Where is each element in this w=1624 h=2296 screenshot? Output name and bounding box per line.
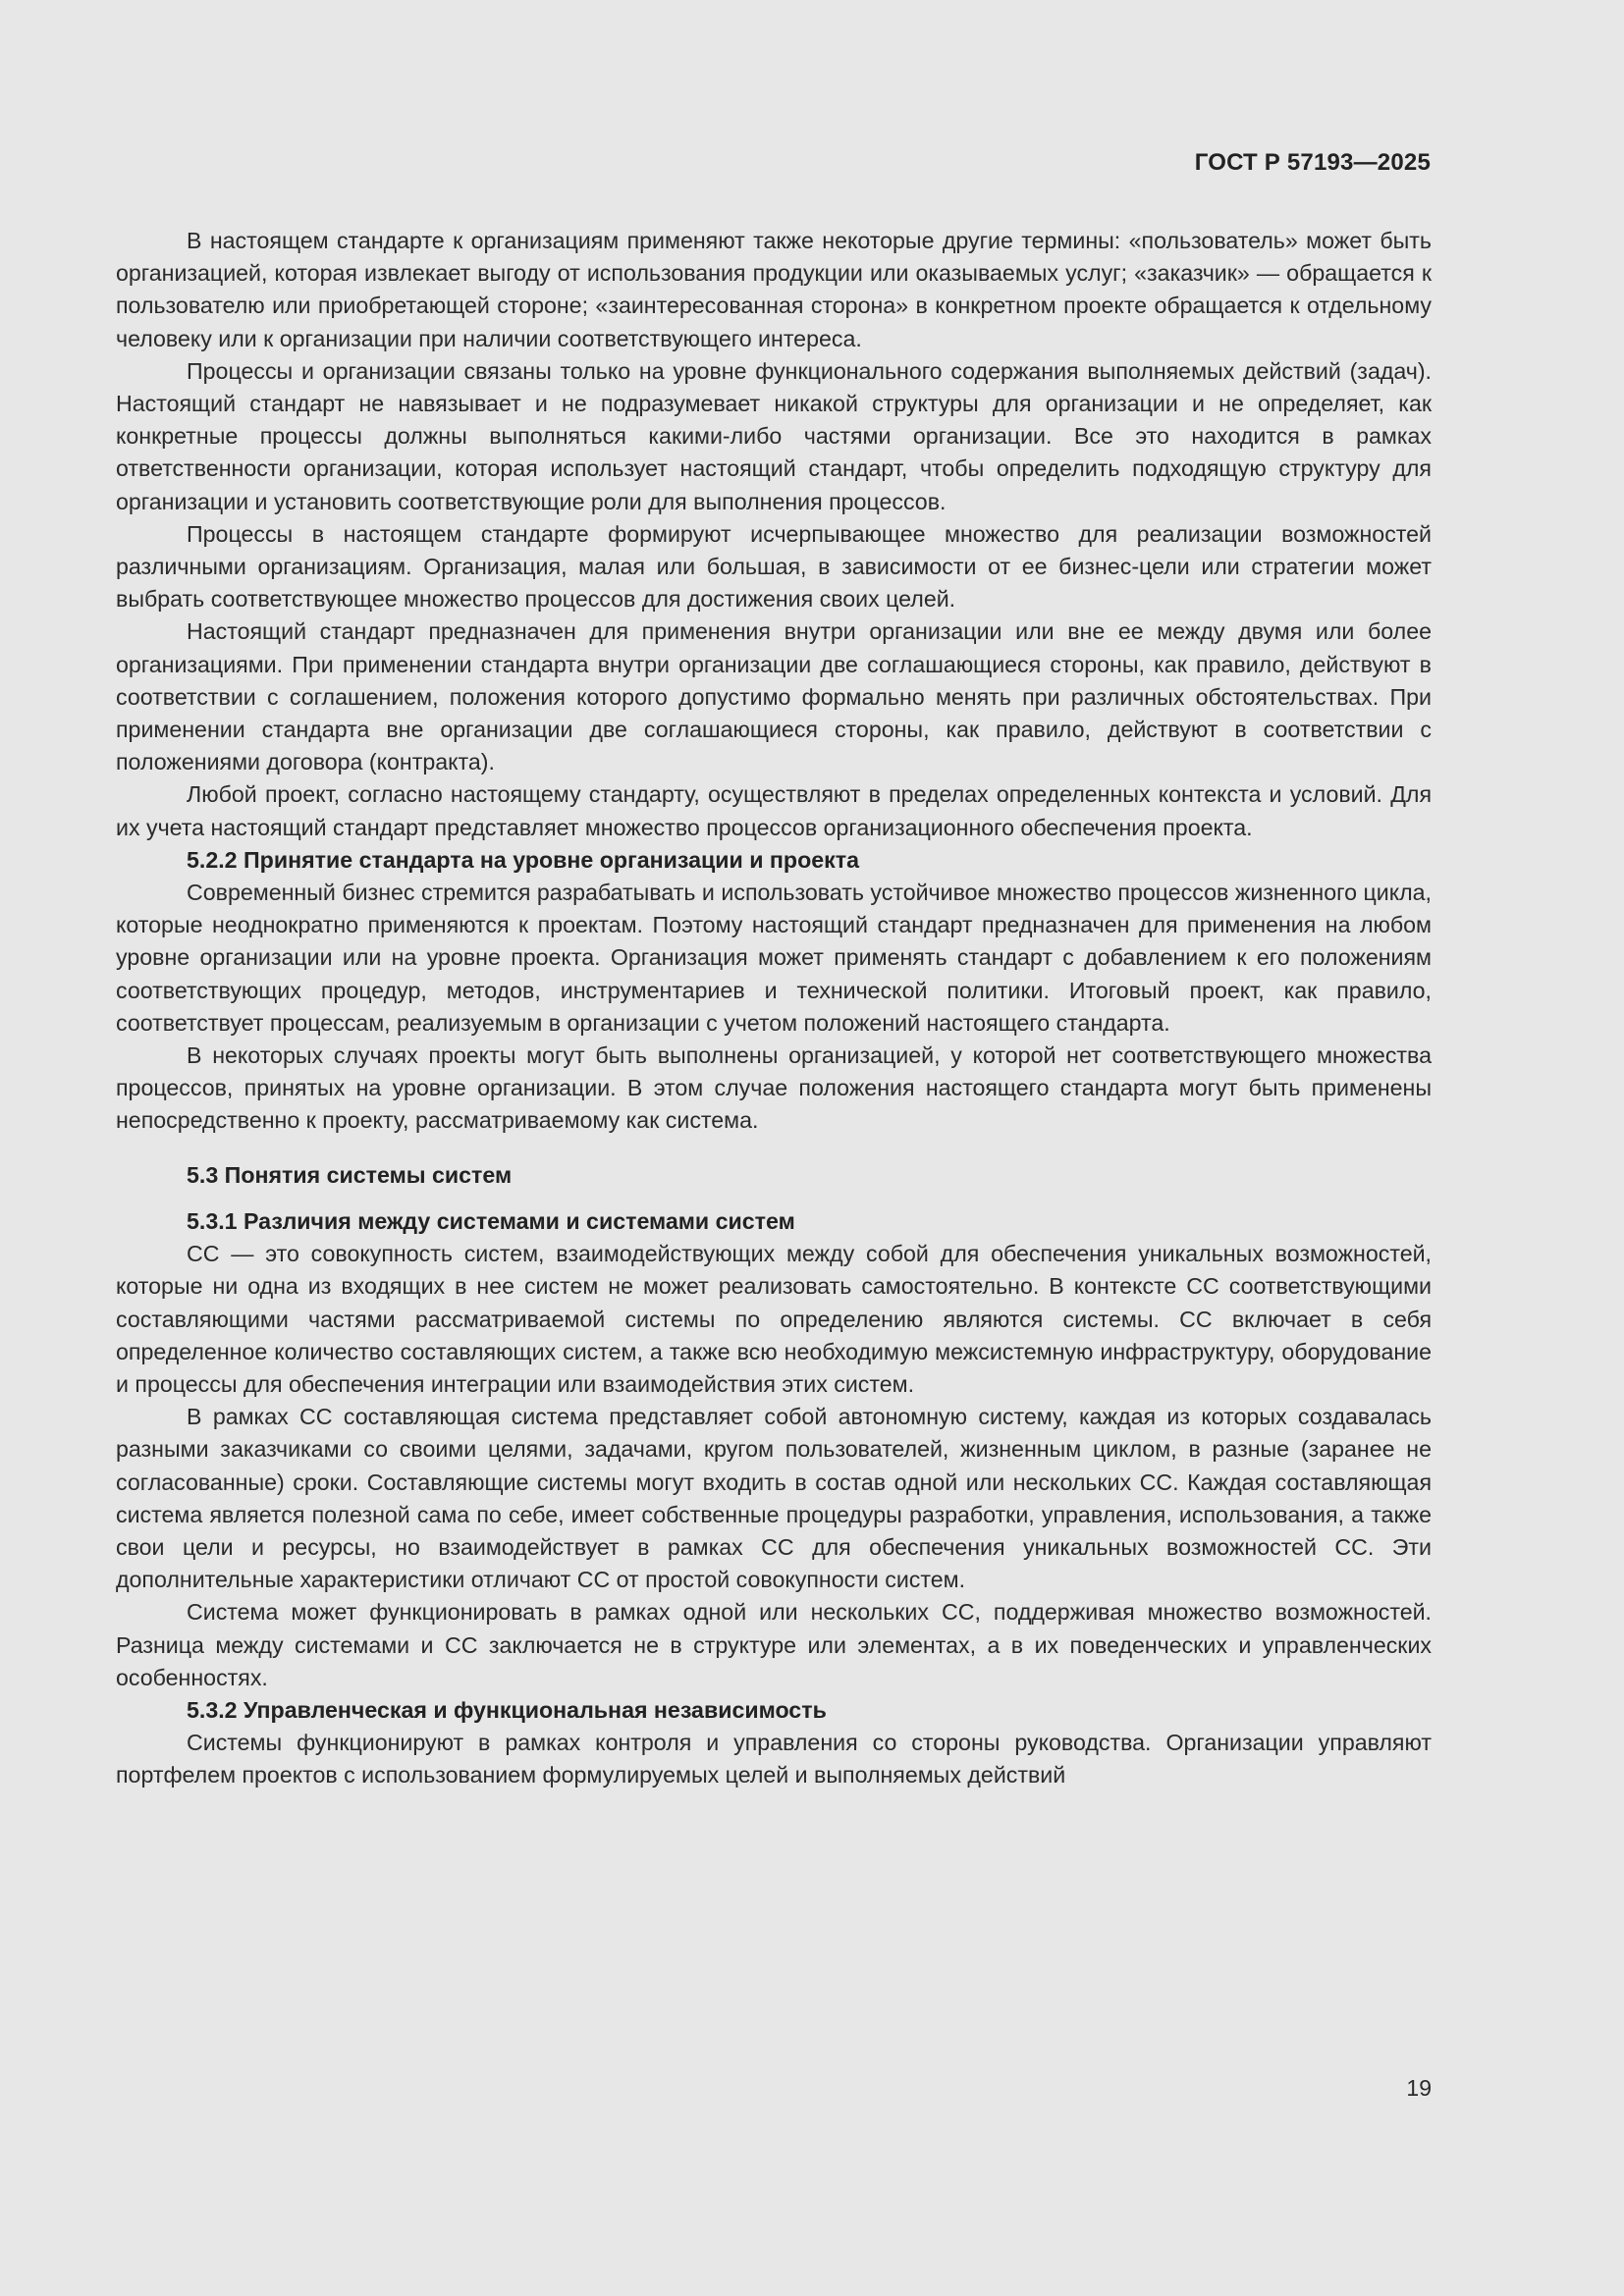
paragraph: Процессы в настоящем стандарте формируют исчерпывающее множество для реализации возможностей различными организациям. Организация, малая или большая, в зависимости от ее бизнес-цели или стратегии может выбрать соответствующее множество процессов для достижения своих целей. bbox=[116, 520, 1432, 613]
paragraph: Процессы и организации связаны только на уровне функционального содержания выполняемых действий (задач). Настоящий стандарт не навязывает и не подразумевает никакой структуры для организации и не определяет, как конкретные процессы должны выполняться какими-либо частями организации. Все это находится в рамках ответственности организации, которая использует настоящий стандарт, чтобы определить подходящую структуру для организации и установить соответствующие роли для выполнения процессов. bbox=[116, 357, 1432, 514]
paragraph: Система может функционировать в рамках одной или нескольких СС, поддерживая множество возможностей. Разница между системами и СС заключается не в структуре или элементах, а в их поведенческих и управленческих особенностях. bbox=[116, 1599, 1432, 1690]
paragraph: Современный бизнес стремится разрабатывать и использовать устойчивое множество процессов жизненного цикла, которые неоднократно применяются к проектам. Поэтому настоящий стандарт предназначен для применения на любом уровне организации или на уровне проекта. Организация может применять стандарт с добавлением к его положениям соответствующих процедур, методов, инструментариев и технической политики. Итоговый проект, как правило, соответствует процессам, реализуемым в организации с учетом положений настоящего стандарта. bbox=[116, 880, 1432, 1036]
paragraph: В настоящем стандарте к организациям применяют также некоторые другие термины: «пользователь» может быть организацией, которая извлекает выгоду от использования продукции или оказываемых услуг; «заказчик» — обращается к пользователю или приобретающей стороне; «заинтересованная сторона» в конкретном проекте обращается к отдельному человеку или к организации при наличии соответствующего интереса. bbox=[116, 228, 1432, 351]
page-number: 19 bbox=[1406, 2075, 1432, 2101]
section-heading-5-2-2: 5.2.2 Принятие стандарта на уровне организации и проекта bbox=[187, 846, 860, 873]
paragraph: В некоторых случаях проекты могут быть выполнены организацией, у которой нет соответствующего множества процессов, принятых на уровне организации. В этом случае положения настоящего стандарта могут быть применены непосредственно к проекту, рассматриваемому как система. bbox=[116, 1042, 1432, 1134]
section-heading-5-3: 5.3 Понятия системы систем bbox=[187, 1161, 513, 1188]
section-heading-5-3-2: 5.3.2 Управленческая и функциональная независимость bbox=[187, 1696, 827, 1723]
paragraph: В рамках СС составляющая система представляет собой автономную систему, каждая из которых создавалась разными заказчиками со своими целями, задачами, кругом пользователей, жизненным циклом, в разные (заранее не согласованные) сроки. Составляющие системы могут входить в состав одной или нескольких СС. Каждая составляющая система является полезной сама по себе, имеет собственные процедуры разработки, управления, использования, а также свои цели и ресурсы, но взаимодействует в рамках СС для обеспечения уникальных возможностей СС. Эти дополнительные характеристики отличают СС от простой совокупности систем. bbox=[116, 1404, 1432, 1593]
paragraph: Системы функционируют в рамках контроля и управления со стороны руководства. Организации управляют портфелем проектов с использованием формулируемых целей и выполняемых действий bbox=[116, 1730, 1432, 1789]
paragraph: Любой проект, согласно настоящему стандарту, осуществляют в пределах определенных контекста и условий. Для их учета настоящий стандарт представляет множество процессов организационного обеспечения проекта. bbox=[116, 781, 1432, 840]
paragraph: Настоящий стандарт предназначен для применения внутри организации или вне ее между двумя или более организациями. При применении стандарта внутри организации две соглашающиеся стороны, как правило, действуют в соответствии с соглашением, положения которого допустимо формально менять при различных обстоятельствах. При применении стандарта вне организации две соглашающиеся стороны, как правило, действуют в соответствии с положениями договора (контракта). bbox=[116, 618, 1432, 775]
paragraph: СС — это совокупность систем, взаимодействующих между собой для обеспечения уникальных возможностей, которые ни одна из входящих в нее систем не может реализовать самостоятельно. В контексте СС соответствующими составляющими частями рассматриваемой системы по определению являются системы. СС включает в себя определенное количество составляющих систем, а также всю необходимую межсистемную инфраструктуру, оборудование и процессы для обеспечения интеграции или взаимодействия этих систем. bbox=[116, 1241, 1432, 1397]
document-body bbox=[116, 225, 1432, 1792]
section-heading-5-3-1: 5.3.1 Различия между системами и системами систем bbox=[187, 1207, 795, 1234]
standard-designation: ГОСТ Р 57193—2025 bbox=[1194, 149, 1431, 176]
